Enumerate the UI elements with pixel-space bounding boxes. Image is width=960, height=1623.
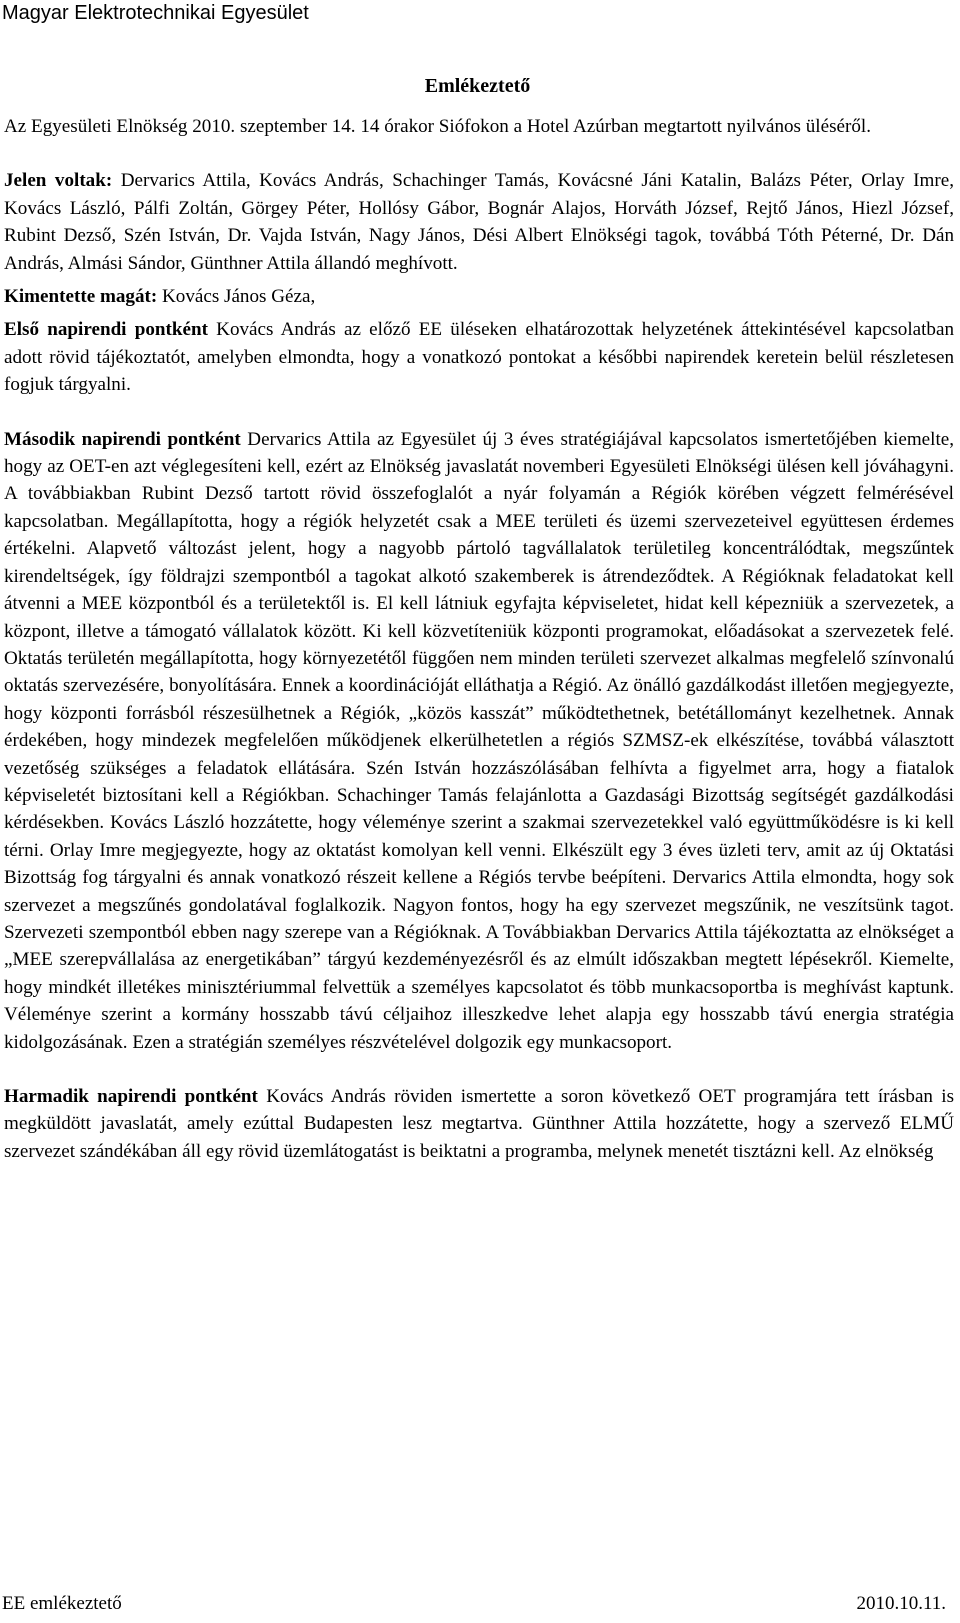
agenda-item-1 (4, 316, 954, 398)
meeting-subtitle: Az Egyesületi Elnökség 2010. szeptember 14. 14 órakor Siófokon a Hotel Azúrban megtartott nyilvános üléséről. (4, 116, 871, 137)
attendees-paragraph (4, 167, 954, 277)
agenda-item-1-label: Első napirendi pontként (4, 319, 208, 341)
excused-text: Kovács János Géza, (157, 286, 316, 308)
organization-name: Magyar Elektrotechnikai Egyesület (2, 2, 309, 24)
document-body (4, 113, 954, 1165)
document-title: Emlékeztető (424, 75, 531, 97)
agenda-item-1-text: Kovács András az előző EE üléseken elhatározottak helyzetének áttekintésével kapcsolatban adott rövid tájékoztatót, amelyben elmondta, hogy a vonatkozó pontokat a későbbi napirendek keretein belül részletesen fogjuk tárgyalni. (4, 319, 954, 396)
agenda-item-2-label: Második napirendi pontként (4, 428, 241, 450)
agenda-item-2 (4, 426, 954, 1056)
excused-paragraph (4, 283, 954, 310)
agenda-item-3-text: Kovács András röviden ismertette a soron következő OET programjára tett írásban is megküldött javaslatát, amely ezúttal Budapesten lesz megtartva. Günthner Attila hozzátette, hogy a szervező ELMŰ szervezet szándékában áll egy rövid üzemlátogatást is beiktatni a programba, melynek menetét tisztázni kell. Az elnökség (4, 1086, 954, 1162)
agenda-item-2-text: Dervarics Attila az Egyesület új 3 éves stratégiájával kapcsolatos ismertetőjében kiemelte, hogy az OET-en azt véglegesíteni kell, ezért az Elnökség javaslatát novemberi Egyesületi Elnökségi ülésen kell jóváhagyni. A továbbiakban Rubint Dezső tartott rövid összefoglalót a nyár folyamán a Régiók körében végzett felmérésével kapcsolatban. Megállapította, hogy a régiók helyzetét csak a MEE területi és üzemi szervezeteivel együttesen érdemes értékelni. Alapvető változást jelent, hogy a nagyobb pártoló tagvállalatok területileg koncentrálódtak, megszűntek kirendeltségek, így földrajzi szempontból a tagokat alkotó szakemberek is átrendeződtek. A Régióknak feladatokat kell átvenni a MEE központból és a területektől is. El kell látniuk egyfajta képviseletet, hidat kell képezniük a szervezetek, a központ, illetve a támogató vállalatok között. Ki kell közvetíteniük központi programokat, előadásokat a szervezetek felé. Oktatás területén megállapította, hogy környezetétől függően nem minden területi szervezet alkalmas megfelelő színvonalú oktatás szervezésére, bonyolítására. Ennek a koordinációját elláthatja a Régió. Az önálló gazdálkodást illetően megjegyezte, hogy központi forrásból részesülhetnek a Régiók, „közös kasszát” működtethetnek, betétállományt kezelhetnek. Annak érdekében, hogy mindezek megfelelően működjenek elkerülhetetlen a régiós SZMSZ-ek elkészítése, továbbá választott vezetőség szükséges a feladatok ellátására. Szén István hozzászólásában felhívta a figyelmet arra, hogy a fiatalok képviseletét biztosítani kell a Régiókban. Schachinger Tamás felajánlotta a Gazdasági Bizottság segítségét gazdálkodási kérdésekben. Kovács László hozzátette, hogy véleménye szerint a szakmai szervezetekkel való együttműködésre is ki kell térni. Orlay Imre megjegyezte, hogy az oktatást komolyan kell venni. Elkészült egy 3 éves üzleti terv, amit az új Oktatási Bizottság fog tárgyalni és annak vonatkozó részeit kellene a Régiós tervbe beépíteni. Dervarics Attila elmondta, hogy sok szervezet a megszűnés gondolatával foglalkozik. Nagyon fontos, hogy ha egy szervezet megszűnik, ne veszítsünk tagot. Szervezeti szempontból ebben nagy szerepe van a Régióknak. A Továbbiakban Dervarics Attila tájékoztatta az elnökséget a „MEE szerepvállalása az energetikában” tárgyú kezdeményezésről és az elmúlt időszakban megtett lépésekről. Kiemelte, hogy mindkét illetékes minisztériummal felvettük a személyes kapcsolatot és több munkacsoportba is meghívást kaptunk. Véleménye szerint a kormány hosszabb távú céljaihoz illeszkedve lehet alapja egy hosszabb távú energia stratégia kidolgozásának. Ezen a stratégián személyes részvételével dolgozik egy munkacsoport. (4, 428, 954, 1053)
footer-date: 2010.10.11. (856, 1593, 946, 1614)
footer-document-name: EE emlékeztető (2, 1593, 122, 1614)
attendees-text: Dervarics Attila, Kovács András, Schachinger Tamás, Kovácsné Jáni Katalin, Balázs Péter, Orlay Imre, Kovács László, Pálfi Zoltán, Görgey Péter, Hollósy Gábor, Bognár Alajos, Horváth József, Rejtő János, Hiezl József, Rubint Dezső, Szén István, Dr. Vajda István, Nagy János, Dési Albert Elnökségi tagok, továbbá Tóth Péterné, Dr. Dán András, Almási Sándor, Günthner Attila állandó meghívott. (4, 170, 954, 274)
excused-label: Kimentette magát: (4, 286, 158, 308)
agenda-item-3 (4, 1083, 954, 1165)
attendees-label: Jelen voltak: (4, 170, 113, 192)
agenda-item-3-label: Harmadik napirendi pontként (4, 1086, 258, 1107)
